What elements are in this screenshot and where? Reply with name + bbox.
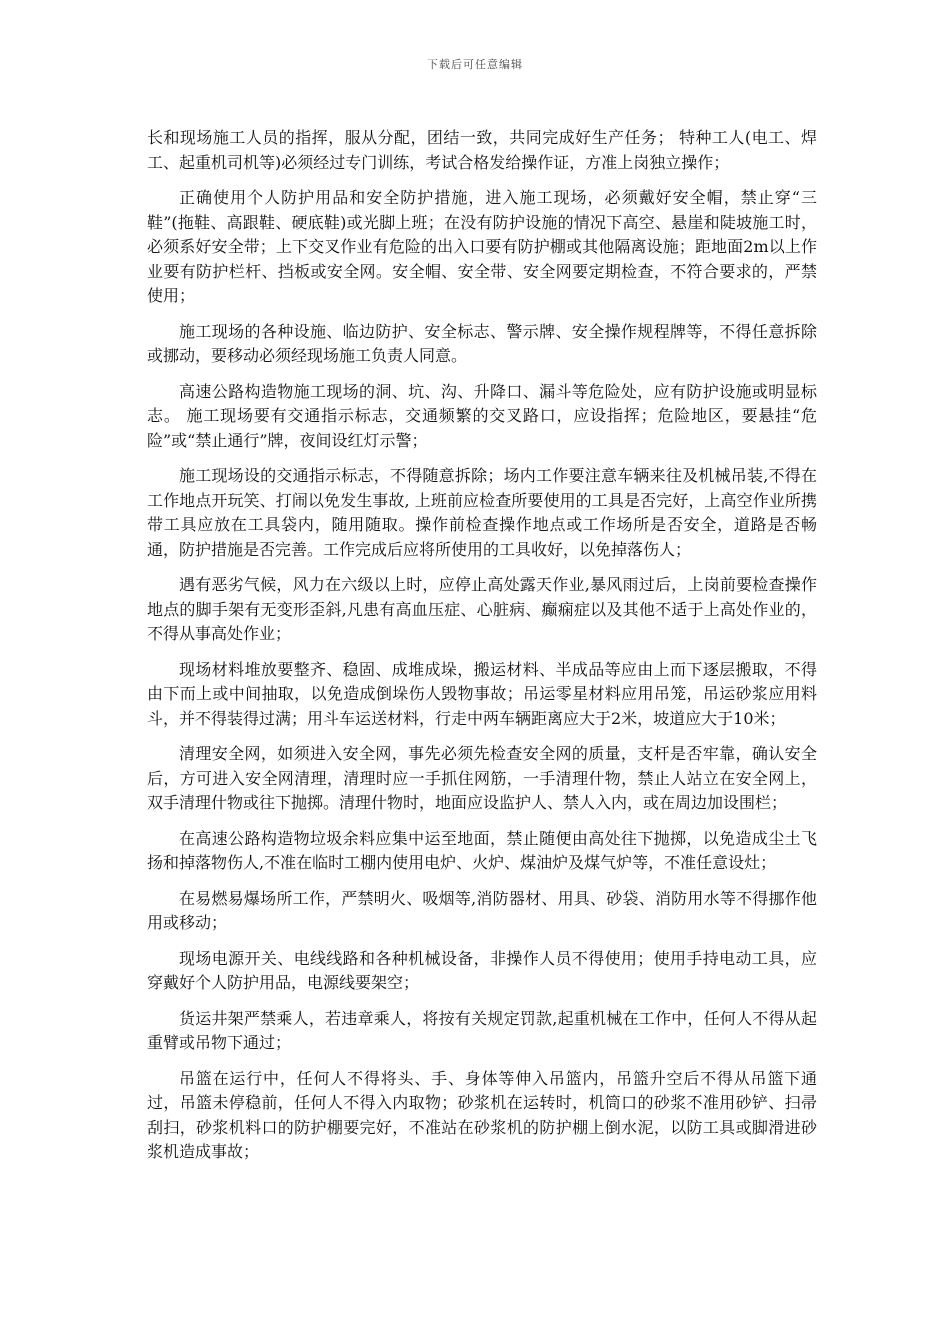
paragraph: 吊篮在运行中，任何人不得将头、手、身体等伸入吊篮内，吊篮升空后不得从吊篮下通过，吊篮未停稳前，任何人不得入内取物；砂浆机在运转时，机筒口的砂浆不准用砂铲、扫帚刮扫，砂浆机料口的防护棚要完好，不准站在砂浆机的防护棚上倒水泥，以防工具或脚滑进砂浆机造成事故； bbox=[147, 1068, 817, 1161]
paragraph: 施工现场的各种设施、临边防护、安全标志、警示牌、安全操作规程牌等，不得任意拆除或挪动，要移动必须经现场施工负责人同意。 bbox=[147, 321, 817, 365]
paragraph: 正确使用个人防护用品和安全防护措施，进入施工现场，必须戴好安全帽，禁止穿“三鞋”(拖鞋、高跟鞋、硬底鞋)或光脚上班；在没有防护设施的情况下高空、悬崖和陡坡施工时，必须系好安全带；上下交叉作业有危险的出入口要有防护棚或其他隔离设施；距地面2m以上作业要有防护栏杆、挡板或安全网。安全帽、安全带、安全网要定期检查，不符合要求的，严禁使用； bbox=[147, 188, 817, 305]
paragraph: 货运井架严禁乘人，若违章乘人，将按有关规定罚款,起重机械在工作中，任何人不得从起重臂或吊物下通过； bbox=[147, 1008, 817, 1052]
paragraph: 清理安全网，如须进入安全网，事先必须先检查安全网的质量，支杆是否牢靠，确认安全后，方可进入安全网清理，清理时应一手抓住网筋，一手清理什物，禁止人站立在安全网上，双手清理什物或往下抛掷。清理什物时，地面应设监护人、禁人入内，或在周边加设围栏； bbox=[147, 744, 817, 812]
paragraph: 现场材料堆放要整齐、稳固、成堆成垛，搬运材料、半成品等应由上而下逐层搬取，不得由下而上或中间抽取，以免造成倒垛伤人毁物事故；吊运零星材料应用吊笼，吊运砂浆应用料斗，并不得装得过满；用斗车运送材料，行走中两车辆距离应大于2米，坡道应大于10米； bbox=[147, 659, 817, 728]
paragraph: 高速公路构造物施工现场的洞、坑、沟、升降口、漏斗等危险处，应有防护设施或明显标志。 施工现场要有交通指示标志，交通频繁的交叉路口，应设指挥；危险地区，要悬挂“危险”或“禁止通行”牌，夜间设红灯示警； bbox=[147, 381, 817, 450]
paragraph: 现场电源开关、电线线路和各种机械设备，非操作人员不得使用；使用手持电动工具，应穿戴好个人防护用品，电源线要架空； bbox=[147, 948, 817, 992]
paragraph: 在易燃易爆场所工作，严禁明火、吸烟等,消防器材、用具、砂袋、消防用水等不得挪作他用或移动； bbox=[147, 888, 817, 932]
paragraph: 遇有恶劣气候，风力在六级以上时，应停止高处露天作业,暴风雨过后，上岗前要检查操作地点的脚手架有无变形歪斜,凡患有高血压症、心脏病、癫痫症以及其他不适于上高处作业的，不得从事高处作业； bbox=[147, 575, 817, 643]
paragraph: 长和现场施工人员的指挥，服从分配，团结一致，共同完成好生产任务； 特种工人(电工、焊工、起重机司机等)必须经过专门训练，考试合格发给操作证，方准上岗独立操作； bbox=[147, 128, 817, 172]
paragraph: 施工现场设的交通指示标志，不得随意拆除；场内工作要注意车辆来往及机械吊装,不得在工作地点开玩笑、打闹以免发生事故, 上班前应检查所要使用的工具是否完好，上高空作业所携带工具应放在工具袋内，随用随取。操作前检查操作地点或工作场所是否安全，道路是否畅通，防护措施是否完善。工作完成后应将所使用的工具收好，以免掉落伤人； bbox=[147, 466, 817, 559]
document-body bbox=[147, 126, 817, 1176]
page-header-note: 下载后可任意编辑 bbox=[427, 58, 523, 71]
paragraph: 在高速公路构造物垃圾余料应集中运至地面，禁止随便由高处往下抛掷，以免造成尘土飞扬和掉落物伤人,不准在临时工棚内使用电炉、火炉、煤油炉及煤气炉等，不准任意设灶； bbox=[147, 828, 817, 872]
